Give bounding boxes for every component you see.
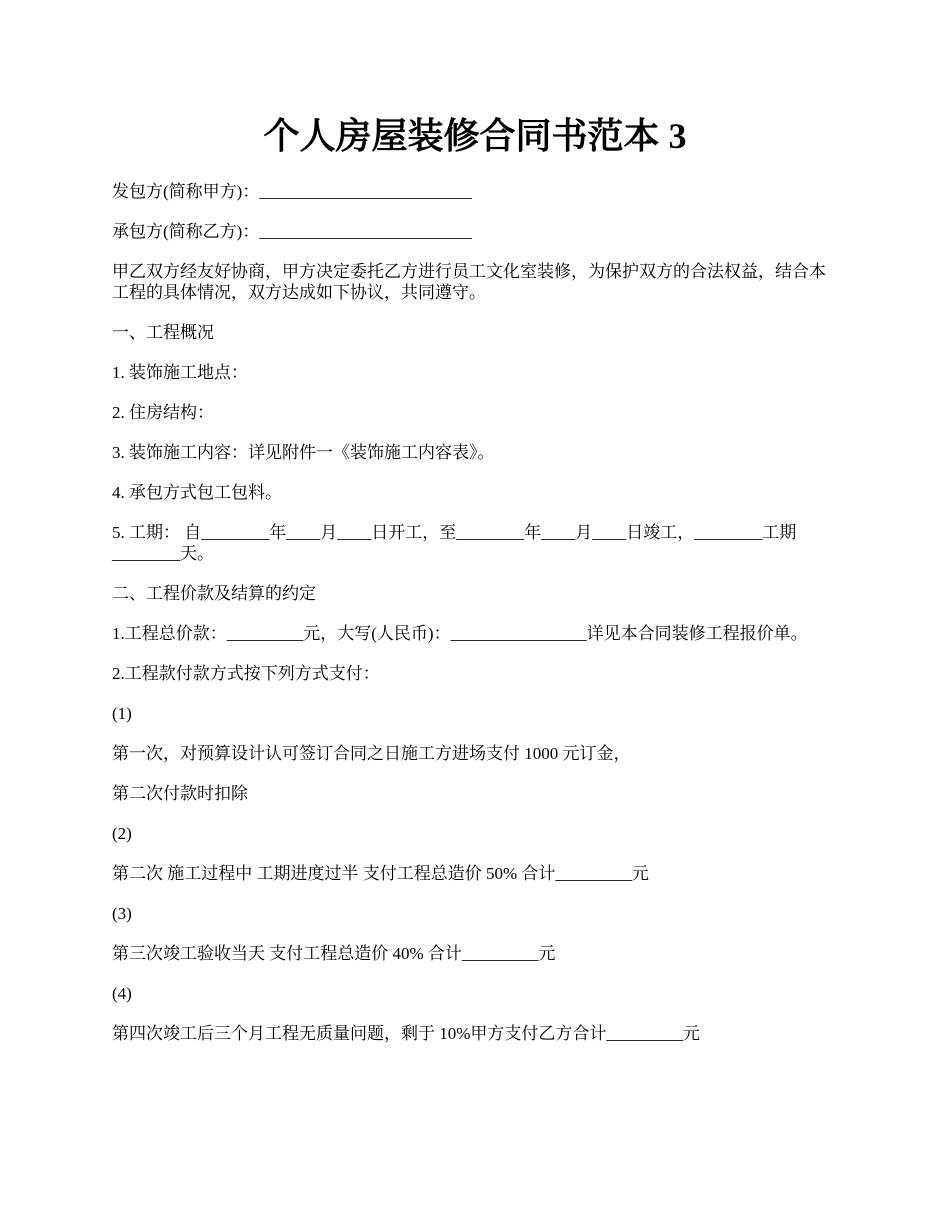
clause-payment-method: 2.工程款付款方式按下列方式支付：: [112, 664, 380, 683]
list-marker-3: (3): [112, 904, 132, 923]
clause-duration: 5. 工期： 自________年____月____日开工，至________年____月____日竣工，________工期________天。: [112, 523, 797, 563]
list-marker-1: (1): [112, 704, 132, 723]
payment-third: 第三次竣工验收当天 支付工程总造价 40% 合计_________元: [112, 944, 556, 963]
payment-fourth: 第四次竣工后三个月工程无质量问题，剩于 10%甲方支付乙方合计_________元: [112, 1024, 700, 1043]
clause-structure: 2. 住房结构：: [112, 403, 214, 422]
payment-first: 第一次，对预算设计认可签订合同之日施工方进场支付 1000 元订金，: [112, 744, 631, 763]
party-b-line: 承包方(简称乙方)：_________________________: [112, 222, 472, 241]
section-heading-price: 二、工程价款及结算的约定: [112, 584, 316, 603]
section-heading-overview: 一、工程概况: [112, 323, 214, 342]
clause-work-content: 3. 装饰施工内容：详见附件一《装饰施工内容表》。: [112, 443, 495, 462]
intro-paragraph: 甲乙双方经友好协商，甲方决定委托乙方进行员工文化室装修，为保护双方的合法权益，结合本工程的具体情况，双方达成如下协议，共同遵守。: [112, 262, 826, 302]
clause-total-price: 1.工程总价款：_________元，大写(人民币)：________________详见本合同装修工程报价单。: [112, 624, 808, 643]
list-marker-4: (4): [112, 984, 132, 1003]
party-a-line: 发包方(简称甲方)：_________________________: [112, 182, 472, 201]
list-marker-2: (2): [112, 824, 132, 843]
payment-first-note: 第二次付款时扣除: [112, 784, 248, 803]
clause-site-location: 1. 装饰施工地点：: [112, 363, 248, 382]
clause-contract-method: 4. 承包方式包工包料。: [112, 483, 282, 502]
document-title: 个人房屋装修合同书范本 3: [263, 116, 687, 156]
payment-second: 第二次 施工过程中 工期进度过半 支付工程总造价 50% 合计_________元: [112, 864, 649, 883]
